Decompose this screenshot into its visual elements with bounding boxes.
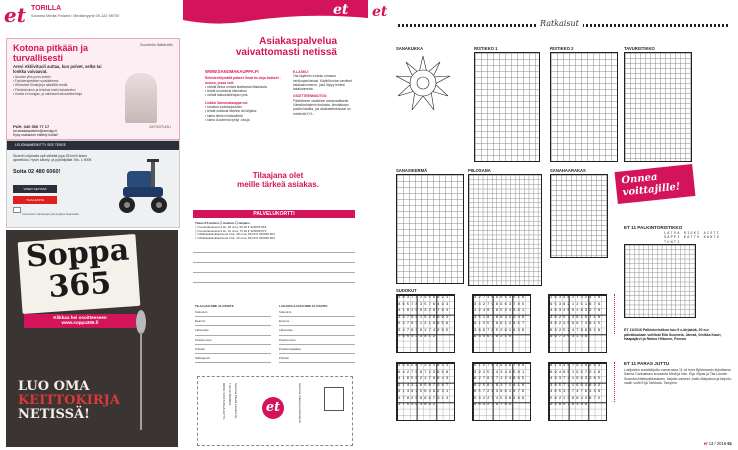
- page-title: [217, 36, 337, 58]
- quote-line1: Tilaajana olet: [252, 171, 304, 180]
- form-field-label[interactable]: Etunimi: [195, 317, 271, 326]
- col1-head: Rekisteröitymällä pääset Omat tie-doja lisäkset -osioon, jossa voit:: [205, 76, 281, 85]
- ad-kotona-contact: [13, 125, 58, 138]
- et-logo: et: [372, 4, 388, 20]
- page-solutions: [368, 0, 738, 450]
- web-link[interactable]: WWW.SANOMAKAUPPA.FI: [205, 69, 259, 74]
- form-field-label[interactable]: Sukunimi: [279, 308, 355, 317]
- col1-head2: Lisäksi Sanomakauppa voi:: [205, 100, 249, 105]
- list-item: • nähdä laskutustietojasi yms.: [205, 93, 249, 98]
- col2-text2: Päivitämme osoitteesi automaattisesti Väestörekisterin tiedoista. Ilmoitakaan postiin laadita, jos asiakastiedossasi on merkintä KYL.: [293, 98, 351, 116]
- col2-text: Ota käyttöön e-lasku omassa verkkopankissasi. Käyttöönoton tarvitset asiakasnumeron, joka löytyy lehtesi takakannesta.: [293, 74, 352, 92]
- col-h2: ET 11/2016 Palkintoristikon kuu 9 e-kirjaköä, 20 eur päiväkuutaan voittivat Eila Suomela, Jämsä, Sinikka Kauri, Haapajärvi ja Raimo Hiltunen, Porvoo: [624, 328, 722, 341]
- form-field-label[interactable]: Postitoimipaikka: [279, 345, 355, 354]
- form-options[interactable]: [195, 222, 355, 241]
- ad-soppa365[interactable]: [6, 230, 178, 447]
- spoon-icon: [136, 310, 146, 430]
- col-left: [205, 70, 287, 122]
- divider: [193, 282, 355, 283]
- page-footer: [704, 441, 732, 446]
- form-section1: TILAAJAN NIMI JA OSOITE: [195, 304, 234, 308]
- coupon-rot1: Sanoma Media Finland Oy: [234, 383, 238, 419]
- ad-scooter[interactable]: [6, 140, 180, 228]
- divider-dots: [614, 362, 616, 402]
- ad-kotona-email: tai asiakaspalvelu@arevigo.fi: [13, 129, 57, 134]
- word-flower-icon: [396, 56, 450, 110]
- divider-dots: [614, 294, 616, 334]
- word-branch-grid: [550, 174, 608, 258]
- divider: [193, 272, 355, 273]
- col-right: [293, 70, 357, 116]
- section-piilosana: PIILOSANA: [468, 168, 491, 173]
- sudoku-2: 427169853518342796963785124879524361351876942246913578612457389785291436934638215: [472, 294, 531, 353]
- form-row[interactable]: ☐ Määräaikaistilauksena 6 kk, 28 nroa, 89,00 € 325069 864: [195, 232, 275, 237]
- sudoku-4: 496587231831642759723958416582179643914326587367814925649231378258697314175463892: [396, 362, 455, 421]
- footer-issue: 13 / 2016: [708, 441, 727, 446]
- coupon-rot2: Tunnus 5000003: [228, 383, 232, 406]
- et-logo: et: [4, 3, 26, 27]
- reply-coupon[interactable]: [197, 376, 353, 446]
- list-item: • lukea Uusimmia tyhtyi -sivuja: [205, 117, 250, 122]
- section-name: TORILLA: [31, 5, 62, 12]
- list-item: • Helmoiset Shakeja ja säädöllä mediä: [13, 83, 68, 88]
- list-item: • tutustua tuotetarjouksiin: [205, 105, 242, 110]
- section-ristikko2: RISTIKKO 2: [550, 46, 574, 51]
- ad-kotona-list: [13, 75, 82, 96]
- section-ristikko1: RISTIKKO 1: [474, 46, 498, 51]
- title-line2: vaivattomasti netissä: [235, 47, 337, 58]
- section-sudokut: SUDOKUT: [396, 288, 417, 293]
- form-title: PALVELUKORTTI: [193, 210, 355, 218]
- soppa-logo-line1: Soppa: [24, 232, 131, 275]
- headline-line2: KEITTOKIRJA: [18, 393, 120, 408]
- headline-line1: LUO OMA: [18, 379, 90, 394]
- order-brochure-button[interactable]: TILAA ESITE: [13, 196, 57, 204]
- headline-line3: NETISSÄ!: [18, 407, 90, 422]
- list-item: • tehdä ostoksia itsellesi tai lahjaksi: [205, 109, 257, 114]
- stamp-box: [324, 387, 344, 411]
- banner-text: Onnea voittajille!: [620, 171, 681, 199]
- soppa-ribbon[interactable]: [24, 314, 136, 328]
- sudoku-3: 163482732478953621251679483459163278382574916716382459874915632524769318697253148: [548, 294, 607, 353]
- prize-crossword-grid: [624, 244, 696, 318]
- form-field-label[interactable]: Lähiosoite: [279, 326, 355, 335]
- coupon-rot3: 00003 VASTAUSLÄHETYS: [222, 383, 226, 420]
- page-customer-service: [183, 0, 368, 450]
- et-logo: et: [333, 2, 349, 18]
- form-section2: LAHJATILAAJAN NIMI JA OSOITE: [279, 304, 328, 308]
- section-sanakukka: SANAKUKKA: [396, 46, 423, 51]
- col2-head2: OSOITTEENMUUTOS:: [293, 94, 328, 99]
- winners-banner: [615, 164, 696, 204]
- ad-kotona-brand: AKTIIVITUOLI: [149, 125, 171, 129]
- col-t3: Lukijoiden suosikkijuttu numerossa 11 oli Irma Björkmanin kirjoittama Sanna Carinaksen kuvaama Minä ja hän. Eija Vilpas ja Tiia Louste. Scandia Atteinpakkauksen, tarjoilu-vaineet, Aalto Malpakon ja tarjoilu-vadin voitti Erja Tarkkala, Tampere: [624, 367, 732, 385]
- form-buyer: [195, 304, 271, 363]
- form-field-label[interactable]: Puhelin: [195, 345, 271, 354]
- form-field-label[interactable]: Sukunimi: [195, 308, 271, 317]
- form-gift: [279, 304, 355, 363]
- video-button[interactable]: VIDEO NETISSÄ: [13, 185, 57, 193]
- form-field-label[interactable]: Sähköposti: [195, 354, 271, 363]
- ad-scooter-bar: LEIJONAMERKITTY SEE TEKEE: [7, 141, 179, 150]
- section-sub: Sanoma Media Finland / Mediamyynti 09-122 98700: [31, 14, 120, 18]
- ad-scooter-phone: Soita 02 480 6060!: [13, 169, 61, 175]
- list-item: • nähdä tietoa omista tilattavista tilauksista: [205, 84, 267, 89]
- ad-kotona-web: Kysy maksuton esittely kotiisi!: [13, 133, 58, 138]
- list-item: • Useita eri kangas- ja nahkaverhoiluvaihtoehtoja: [13, 91, 82, 96]
- ribbon-url: www.soppa365.fi: [61, 320, 99, 326]
- form-row[interactable]: Tilaan ET-lehden ☐ itselleni ☐ lahjaksi: [195, 221, 250, 225]
- crossword-2-grid: [550, 52, 618, 162]
- list-item: • Nousee ylös ponn-voimin: [13, 75, 51, 79]
- form-field-label[interactable]: Postinumero: [195, 336, 271, 345]
- syllable-grid: [624, 52, 692, 162]
- ad-scooter-text: Skoerit Leijomala opit vähintä jopa 25 km/h ärsen ajonettoko. Hyvin kävely- ja pyöräilytilat. Kts. 1 900€: [13, 154, 92, 163]
- sudoku-1: 483712956921865783576493418156328794347981526892547631219856347638174285765439812: [396, 294, 455, 353]
- hidden-word-grid: [468, 174, 542, 286]
- footer-logo: et: [703, 441, 708, 446]
- title-line1: Asiakaspalvelua: [259, 36, 337, 47]
- page-title: Ratkaisut: [536, 19, 583, 28]
- sudoku-5: 512763948786392514349581627937124865625849371418657293891476532274538169653219784: [472, 362, 531, 421]
- person-image: [125, 73, 157, 123]
- divider: [193, 262, 355, 263]
- soppa-logo: [18, 234, 141, 314]
- form-field-label[interactable]: Lähiosoite: [195, 326, 271, 335]
- winners-text: [624, 328, 732, 342]
- best-story: [624, 362, 732, 386]
- scooter-icon: [111, 157, 175, 217]
- form-row[interactable]: ☐ Kestotilauksena 6 kk, 10 nroa, 75,00 € 325068 873: [195, 228, 267, 233]
- list-item: • Fysioterapeuttien suosittelema: [13, 79, 59, 84]
- form-row[interactable]: ☐ Määräaikaistilauksena 6 kk, 10 nroa, 89,00 € 325069 866: [195, 236, 275, 241]
- finland-flag-icon: [13, 207, 21, 213]
- section-tavuristikko: TAVURISTIKKO: [624, 46, 655, 51]
- coupon-logo: et: [262, 397, 284, 419]
- list-item: • Pienikokoinen ja tehokas kodin kalusteeksi: [13, 87, 76, 92]
- quote-line2: meille tärkeä asiakas.: [237, 180, 319, 189]
- word-cluster-grid: [396, 174, 464, 284]
- ad-kotona-title: Kotona pitkään ja turvallisesti: [13, 43, 89, 63]
- sudoku-6: 814357926263694851957218463741963285385721694692485317476139582139842675528576139: [548, 362, 607, 421]
- form-field-label[interactable]: Etunimi: [279, 317, 355, 326]
- soppa-logo-line2: 365: [47, 265, 113, 306]
- crossword-1-grid: [474, 52, 540, 162]
- form-row[interactable]: ☐ Kestotilauksena 6 kk, 28 nroa, 59,00 € 325066 863: [195, 224, 267, 229]
- section-sanasikerma: SANASIKERMÄ: [396, 168, 428, 173]
- ad-kotona[interactable]: [6, 38, 180, 140]
- col2-head: E-LASKU:: [293, 70, 309, 74]
- soppa-headline: [18, 380, 120, 422]
- page-left-ads: [0, 0, 183, 450]
- form-field-label[interactable]: Puhelin: [279, 354, 355, 363]
- ad-kotona-phone: PUH. 040 350 77 17: [13, 124, 50, 129]
- form-field-label[interactable]: Postinumero: [279, 336, 355, 345]
- divider: [193, 252, 355, 253]
- ad-scooter-fine: Kotimaisen valmistajan jamangllysi Naantaala: [22, 212, 79, 216]
- prize-crossword-info: [624, 226, 732, 245]
- ad-kotona-badge: Suositeltu lääkäreille: [140, 43, 173, 47]
- ad-kotona-subtitle: Arevi Aktiivituoli auttaa, kun polvet, selkä tai lonkka vaivaavat.: [13, 64, 102, 74]
- col-h3: ET 11 PARAS JUTTU: [624, 361, 670, 366]
- col-h1: ET 11 PALKINTORISTIKKO: [624, 225, 683, 230]
- page-number: 61: [727, 441, 732, 446]
- coupon-stamp: Sanoma maksaa postimaksun: [298, 383, 302, 424]
- quote: [223, 171, 333, 189]
- col-t1: LATVA RISKI AISTI SAPPI KATTO KANTO TUNTI: [664, 231, 721, 245]
- list-item: • lukea lehtien lisäsisältöä: [205, 113, 243, 118]
- section-sanahaarakas: SANAHAARAKAS: [550, 168, 586, 173]
- ribbon-text: Klikkaa hei osoitteeseen: [53, 315, 107, 320]
- list-item: • tehdä muutoksia tilauksiesi: [205, 89, 247, 94]
